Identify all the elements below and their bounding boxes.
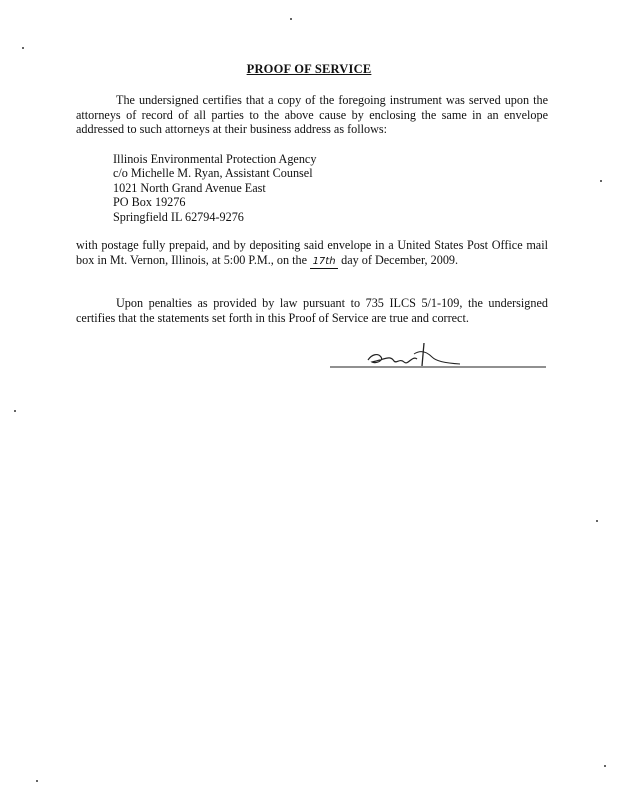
address-line: Illinois Environmental Protection Agency <box>113 152 317 166</box>
signature-icon <box>328 340 548 372</box>
address-line: Springfield IL 62794-9276 <box>113 209 244 224</box>
address-line: PO Box 19276 <box>113 195 186 210</box>
mailing-text-before-date: with postage fully prepaid, and by depositing said envelope in a United States Post Office mail box in Mt. Vernon, Illinois, at 5:00 P.M., on the <box>76 238 548 267</box>
recipient-address <box>113 152 316 224</box>
handwritten-date: 17th <box>310 256 338 269</box>
certification-paragraph: Upon penalties as provided by law pursuant to 735 ILCS 5/1-109, the undersigned certifies that the statements set forth in this Proof of Service are true and correct. <box>76 296 548 325</box>
mailing-text-after-date: day of December, 2009. <box>341 252 459 267</box>
address-line: c/o Michelle M. Ryan, Assistant Counsel <box>113 166 313 181</box>
document-title: PROOF OF SERVICE <box>246 62 372 76</box>
service-statement-paragraph: The undersigned certifies that a copy of the foregoing instrument was served upon the attorneys of record of all parties to the above cause by enclosing the same in an envelope addressed to such attorneys at their business address as follows: <box>76 93 548 137</box>
address-line: 1021 North Grand Avenue East <box>113 180 266 195</box>
mailing-paragraph <box>76 238 548 269</box>
